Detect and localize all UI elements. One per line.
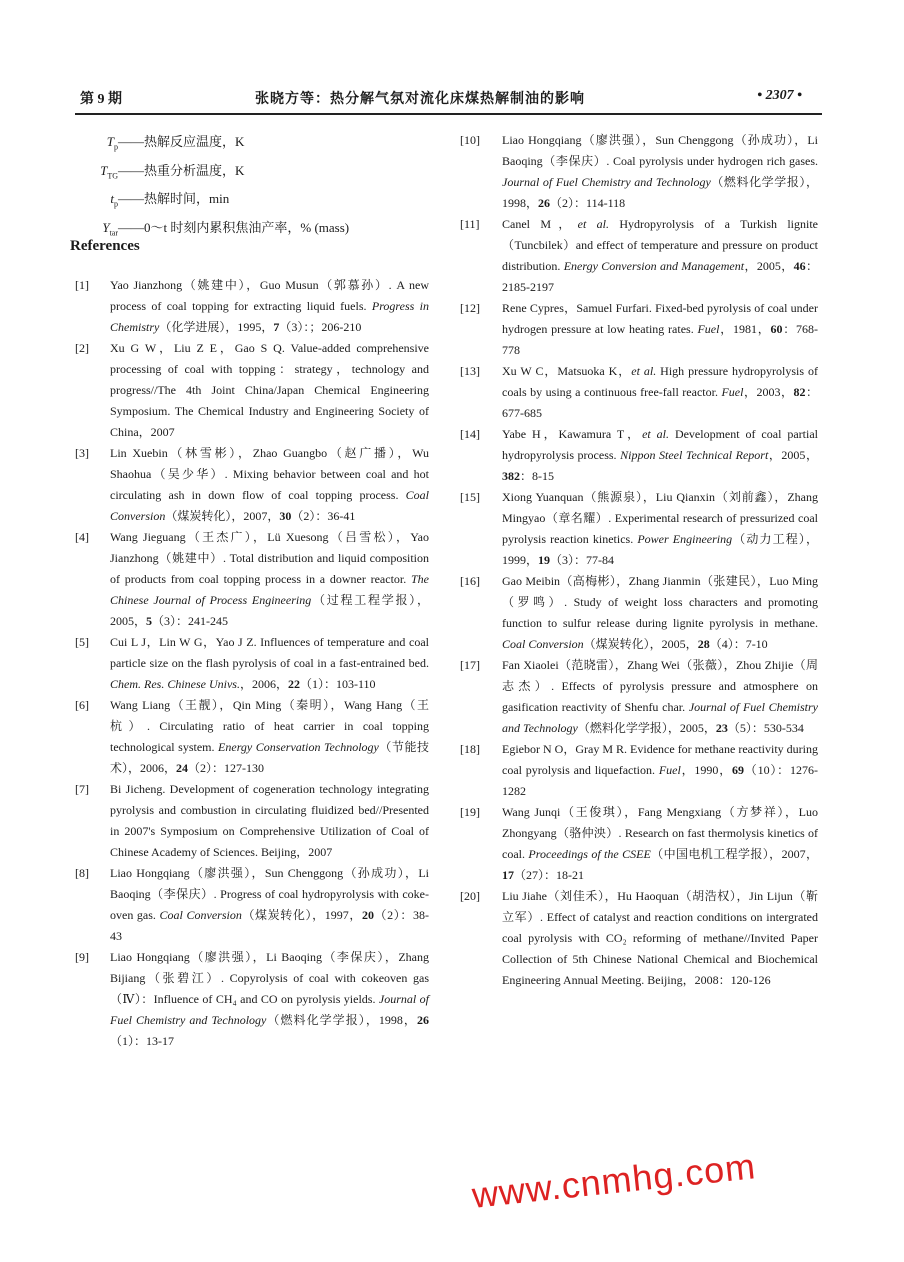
reference-entry (460, 886, 818, 991)
italic-text: Coal Conversion (159, 908, 242, 922)
reference-text: Hydropyrolysis of a Turkish lignite（Tuncbilek）and effect of temperature and pressure on product distribution. (502, 217, 818, 273)
reference-text: Xu G W，Liu Z E，Gao S Q. Value-added comprehensive processing of coal with topping：strategy，technology and progress//The 4th Joint China/Japan Chemical Engineering Symposium. The Chemical Industry and Engineering Society of China，2007 (110, 341, 429, 439)
symbol-subscript: tar (109, 228, 118, 238)
bold-text: 26 (416, 1013, 429, 1027)
bold-text: 69 (732, 763, 744, 777)
header-rule (75, 113, 822, 115)
reference-entry (460, 361, 818, 424)
reference-text: Bi Jicheng. Development of cogeneration technology integrating pyrolysis and combustion in circulating fluidized bed//Presented in 2007's Symposium on Comprehensive Utilization of Coal of Chinese Academy of Sciences. Beijing，2007 (110, 782, 429, 859)
reference-text: （3）：241-245 (152, 614, 229, 628)
reference-number: [18] (460, 742, 480, 756)
italic-text: Journal of Fuel Chemistry and Technology (110, 992, 429, 1027)
bold-text: 382 (502, 469, 520, 483)
reference-text: （2）：36-41 (291, 509, 356, 523)
symbol-description: ——热重分析温度，K (118, 162, 245, 178)
italic-text: Power Engineering (637, 532, 733, 546)
reference-text: （煤炭转化），2005， (583, 637, 698, 651)
reference-entry (75, 947, 429, 1052)
reference-entry (460, 655, 818, 739)
bold-text: 46 (793, 259, 806, 273)
reference-entry (460, 130, 818, 214)
reference-number: [8] (75, 866, 89, 880)
reference-text: Xu W C，Matsuoka K， (502, 364, 632, 378)
symbol (80, 187, 118, 216)
symbol-letter: Y (102, 219, 110, 235)
bold-text: 30 (279, 509, 292, 523)
watermark: www.cnmhg.com (470, 1145, 758, 1216)
reference-number: [17] (460, 658, 480, 672)
reference-number: [2] (75, 341, 89, 355)
reference-entry (460, 487, 818, 571)
reference-text: （4）：7-10 (709, 637, 768, 651)
italic-text: et al. (642, 427, 670, 441)
running-title: 张晓方等：热分解气氛对流化床煤热解制油的影响 (255, 92, 585, 107)
reference-text: （动力工程），1999， (502, 532, 818, 567)
reference-text: （3）：；206-210 (279, 320, 362, 334)
reference-entry (75, 695, 429, 779)
reference-text: （过程工程学报），2005， (110, 593, 429, 628)
reference-number: [15] (460, 490, 480, 504)
reference-text: （煤炭转化），1997， (241, 908, 362, 922)
issue-number: 第 9 期 (80, 92, 122, 107)
reference-text: Wang Jieguang（王杰广），Lü Xuesong（吕雪松），Yao Jianzhong（姚建中）. Total distribution and liquid composition of products from coal topping process in a downer reactor. (110, 530, 429, 586)
reference-text: （节能技术），2006， (110, 740, 429, 775)
reference-text: （2）：127-130 (188, 761, 265, 775)
italic-text: Nippon Steel Technical Report (620, 448, 769, 462)
reference-text: ，2006， (239, 677, 288, 691)
reference-entry (75, 338, 429, 443)
reference-text: （10）：1276-1282 (502, 763, 818, 798)
reference-text: ：2185-2197 (502, 259, 818, 294)
nomenclature-item (80, 130, 349, 159)
symbol-description: ——热解时间，min (118, 191, 230, 207)
symbol-letter: t (110, 191, 114, 207)
reference-text: （中国电机工程学报），2007， (650, 847, 818, 861)
reference-text: Egiebor N O，Gray M R. Evidence for methane reactivity during coal pyrolysis and liquefaction. (502, 742, 818, 777)
reference-text: （燃料化学学报），1998， (502, 175, 818, 210)
reference-entry (75, 527, 429, 632)
bold-text: 82 (793, 385, 806, 399)
reference-entry (460, 571, 818, 655)
reference-text: Development of coal partial hydropyrolysis process. (502, 427, 818, 462)
reference-entry (460, 802, 818, 886)
reference-entry (75, 443, 429, 527)
reference-entry (75, 779, 429, 863)
reference-text: ，2005， (744, 259, 794, 273)
symbol-letter: T (100, 162, 108, 178)
reference-number: [14] (460, 427, 480, 441)
bold-text: 28 (697, 637, 710, 651)
italic-text: The Chinese Journal of Process Engineering (110, 572, 429, 607)
reference-text: （2）：38-43 (110, 908, 429, 943)
italic-text: Fuel (658, 763, 681, 777)
reference-number: [13] (460, 364, 480, 378)
reference-text: ，2003， (743, 385, 794, 399)
reference-text: Cui L J，Lin W G，Yao J Z. Influences of temperature and coal particle size on the flash pyrolysis of coal in a fast-entrained bed. (110, 635, 429, 670)
reference-text: ，2005， (768, 448, 818, 462)
symbol (80, 130, 118, 159)
italic-text: Fuel (697, 322, 720, 336)
reference-text: Lin Xuebin（林雪彬），Zhao Guangbo（赵广播），Wu Shaohua（吴少华）. Mixing behavior between coal and hot circulating ash in down flow of coal topping process. (110, 446, 429, 502)
reference-text: Xiong Yuanquan（熊源泉），Liu Qianxin（刘前鑫），Zhang Mingyao（章名耀）. Experimental research of pressurized coal pyrolysis reaction kinetics. (502, 490, 818, 546)
symbol-letter: T (106, 134, 114, 149)
reference-text: ，1990， (680, 763, 732, 777)
reference-text: Liao Hongqiang（廖洪强），Sun Chenggong（孙成功），Li Baoqing（李保庆）. Coal pyrolysis under hydrogen rich gases. (502, 133, 818, 168)
reference-number: [6] (75, 698, 89, 712)
reference-text: （5）：530-534 (727, 721, 804, 735)
reference-text: Rene Cypres，Samuel Furfari. Fixed-bed pyrolysis of coal under hydrogen pressure at low heating rates. (502, 301, 818, 336)
reference-number: [20] (460, 889, 480, 903)
reference-number: [12] (460, 301, 480, 315)
references-heading: References (70, 238, 140, 254)
reference-text: Yao Jianzhong（姚建中），Guo Musun（郭慕孙）. A new process of coal topping for extracting liquid fuels. (110, 278, 429, 313)
bold-text: 5 (146, 614, 153, 628)
reference-entry (460, 298, 818, 361)
nomenclature-list (80, 130, 349, 244)
reference-number: [16] (460, 574, 480, 588)
symbol (80, 159, 118, 188)
symbol-subscript: p (114, 199, 118, 209)
reference-text: （燃料化学学报），2005， (577, 721, 716, 735)
references-right-column (460, 130, 818, 991)
bold-text: 60 (770, 322, 783, 336)
reference-text: High pressure hydropyrolysis of coals by using a continuous free-fall reactor. (502, 364, 819, 399)
reference-number: [7] (75, 782, 89, 796)
italic-text: Proceedings of the CSEE (528, 847, 651, 861)
symbol-description: ——热解反应温度，K (118, 134, 245, 149)
bold-text: 24 (176, 761, 189, 775)
symbol-subscript: p (114, 142, 118, 152)
reference-text: （化学进展），1995， (159, 320, 274, 334)
bold-text: 20 (361, 908, 374, 922)
reference-text: （燃料化学学报），1998， (266, 1013, 417, 1027)
symbol-description: ——0～t 时刻内累积焦油产率，% (mass) (118, 219, 350, 235)
reference-text: Wang Junqi（王俊琪），Fang Mengxiang（方梦祥），Luo Zhongyang（骆仲泱）. Research on fast thermolysis kinetics of coal. (502, 805, 818, 861)
italic-text: et al. (577, 217, 609, 231)
italic-text: Coal Conversion (502, 637, 584, 651)
bold-text: 17 (502, 868, 514, 882)
reference-number: [19] (460, 805, 480, 819)
reference-text: Yabe H，Kawamura T， (502, 427, 643, 441)
italic-text: Progress in Chemistry (110, 299, 430, 334)
reference-number: [9] (75, 950, 89, 964)
reference-number: [4] (75, 530, 89, 544)
page-number: • 2307 • (757, 88, 802, 103)
reference-text: Wang Liang（王靓），Qin Ming（秦明），Wang Hang（王杭）. Circulating ratio of heat carrier in coal topping technological system. (110, 698, 429, 754)
reference-text: ：768-778 (502, 322, 818, 357)
reference-text: （1）：103-110 (300, 677, 376, 691)
reference-number: [11] (460, 217, 480, 231)
reference-entry (75, 863, 429, 947)
reference-text: （3）：77-84 (550, 553, 615, 567)
reference-text: （2）：114-118 (550, 196, 626, 210)
reference-entry (460, 424, 818, 487)
reference-text: Liu Jiahe（刘佳禾），Hu Haoquan（胡浩权），Jin Lijun（靳立军）. Effect of catalyst and reaction conditions on intergrated coal pyrolysis with CO₂ reforming of methane//Invited Paper Collection of 5th Chinese National Chemical and Biochemical Engineering Annual Meeting. Beijing，2008：120-126 (502, 889, 818, 987)
reference-text: ，1981， (719, 322, 771, 336)
bold-text: 26 (538, 196, 551, 210)
reference-text: ：8-15 (520, 469, 554, 483)
reference-number: [5] (75, 635, 89, 649)
reference-text: Gao Meibin（高梅彬），Zhang Jianmin（张建民），Luo Ming（罗鸣）. Study of weight loss characters and promoting function to sulfur release during lignite pyrolysis in methane. (502, 574, 818, 630)
nomenclature-item (80, 159, 349, 188)
reference-number: [1] (75, 278, 89, 292)
bold-text: 7 (273, 320, 280, 334)
italic-text: et al. (631, 364, 657, 378)
bold-text: 19 (538, 553, 551, 567)
reference-text: ：677-685 (502, 385, 818, 420)
reference-text: Liao Hongqiang（廖洪强），Li Baoqing（李保庆），Zhang Bijiang（张碧江）. Copyrolysis of coal with cokeoven gas（Ⅳ）：Influence of CH₄ and CO on pyrolysis yields. (110, 950, 429, 1006)
italic-text: Coal Conversion (110, 488, 429, 523)
symbol-subscript: TG (107, 171, 118, 181)
reference-text: Fan Xiaolei（范晓雷），Zhang Wei（张薇），Zhou Zhijie（周志杰）. Effects of pyrolysis pressure and atmosphere on gasification reactivity of Shenfu char. (502, 658, 818, 714)
reference-text: （煤炭转化），2007， (165, 509, 280, 523)
references-left-column (75, 275, 429, 1052)
italic-text: Journal of Fuel Chemistry and Technology (502, 700, 818, 735)
reference-entry (75, 275, 429, 338)
italic-text: Energy Conservation Technology (218, 740, 379, 754)
italic-text: Journal of Fuel Chemistry and Technology (502, 175, 711, 189)
reference-entry (460, 739, 818, 802)
reference-number: [3] (75, 446, 89, 460)
reference-text: （1）：13-17 (110, 1034, 174, 1048)
reference-text: Canel M， (502, 217, 578, 231)
reference-number: [10] (460, 133, 480, 147)
reference-entry (75, 632, 429, 695)
bold-text: 23 (715, 721, 728, 735)
reference-text: Liao Hongqiang（廖洪强），Sun Chenggong（孙成功），Li Baoqing（李保庆）. Progress of coal hydropyrolysis with coke-oven gas. (110, 866, 429, 922)
reference-entry (460, 214, 818, 298)
italic-text: Energy Conversion and Management (563, 259, 745, 273)
reference-text: （27）：18-21 (514, 868, 584, 882)
italic-text: Fuel (721, 385, 744, 399)
nomenclature-item (80, 187, 349, 216)
italic-text: Chem. Res. Chinese Univs. (110, 677, 240, 691)
running-header (75, 88, 820, 112)
bold-text: 22 (288, 677, 300, 691)
